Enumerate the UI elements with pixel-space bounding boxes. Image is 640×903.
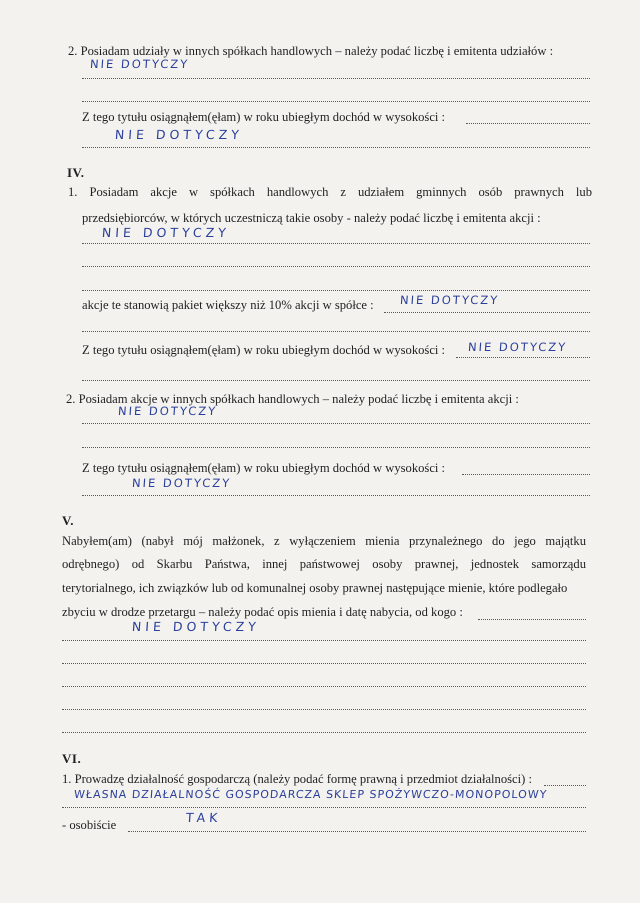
- dotted-line: [456, 357, 590, 358]
- dotted-line: [82, 243, 590, 244]
- stock-answer: NIE DOTYCZY: [101, 225, 231, 240]
- dotted-line: [82, 447, 590, 448]
- dotted-line: [62, 686, 586, 687]
- dotted-line: [62, 732, 586, 733]
- business-answer: WŁASNA DZIAŁALNOŚĆ GOSPODARCZA SKLEP SPOŻYWCZO-MONOPOLOWY: [73, 788, 548, 801]
- acquisition-line1: Nabyłem(am) (nabył mój małżonek, z wyłączeniem mienia przynależnego do jego majątku: [62, 534, 586, 548]
- section-heading-iv: IV.: [67, 165, 85, 180]
- dotted-line: [82, 147, 590, 148]
- personal-label: - osobiście: [62, 818, 117, 832]
- section-heading-v: V.: [62, 513, 74, 528]
- dotted-line: [478, 619, 586, 620]
- stock-question-line2: przedsiębiorców, w których uczestniczą takie osoby - należy podać liczbę i emitenta akcji :: [82, 211, 541, 225]
- dotted-line: [82, 290, 590, 291]
- dotted-line: [82, 331, 590, 332]
- shares-question: 2. Posiadam udziały w innych spółkach handlowych – należy podać liczbę i emitenta udziałów :: [68, 44, 554, 58]
- package-answer: NIE DOTYCZY: [399, 293, 500, 307]
- dotted-line: [82, 423, 590, 424]
- stock-income-answer: NIE DOTYCZY: [467, 340, 568, 354]
- dotted-line: [384, 312, 590, 313]
- dotted-line: [82, 101, 590, 102]
- dotted-line: [62, 663, 586, 664]
- dotted-line: [462, 474, 590, 475]
- stock-question-line1: 1. Posiadam akcje w spółkach handlowych z udziałem gminnych osób prawnych lub: [68, 185, 592, 199]
- section-heading-vi: VI.: [62, 751, 82, 766]
- other-stock-income-answer: NIE DOTYCZY: [131, 476, 232, 490]
- personal-answer: TAK: [185, 810, 222, 825]
- acquisition-line4: zbyciu w drodze przetargu – należy podać opis mienia i datę nabycia, od kogo :: [62, 605, 463, 619]
- dotted-line: [544, 785, 586, 786]
- business-question: 1. Prowadzę działalność gospodarczą (należy podać formę prawną i przedmiot działalności) :: [62, 772, 532, 786]
- acquisition-line3: terytorialnego, ich związków lub od komunalnej osoby prawnej następujące mienie, które podlegało: [62, 581, 568, 595]
- shares-answer: NIE DOTYCZY: [89, 57, 190, 71]
- dotted-line: [82, 380, 590, 381]
- acquisition-line2: odrębnego) od Skarbu Państwa, innej państwowej osoby prawnej, jednostek samorządu: [62, 557, 586, 571]
- acquisition-answer: NIE DOTYCZY: [131, 619, 261, 634]
- other-stock-question: 2. Posiadam akcje w innych spółkach handlowych – należy podać liczbę i emitenta akcji :: [66, 392, 519, 406]
- dotted-line: [62, 807, 586, 808]
- dotted-line: [62, 640, 586, 641]
- package-label: akcje te stanowią pakiet większy niż 10% akcji w spółce :: [82, 298, 374, 312]
- shares-income-label: Z tego tytułu osiągnąłem(ęłam) w roku ubiegłym dochód w wysokości :: [82, 110, 446, 124]
- stock-income-label: Z tego tytułu osiągnąłem(ęłam) w roku ubiegłym dochód w wysokości :: [82, 343, 446, 357]
- shares-income-answer: NIE DOTYCZY: [114, 127, 244, 142]
- dotted-line: [82, 266, 590, 267]
- other-stock-answer: NIE DOTYCZY: [117, 404, 218, 418]
- dotted-line: [128, 831, 586, 832]
- other-stock-income-label: Z tego tytułu osiągnąłem(ęłam) w roku ubiegłym dochód w wysokości :: [82, 461, 446, 475]
- dotted-line: [62, 709, 586, 710]
- dotted-line: [466, 123, 590, 124]
- dotted-line: [82, 495, 590, 496]
- dotted-line: [82, 78, 590, 79]
